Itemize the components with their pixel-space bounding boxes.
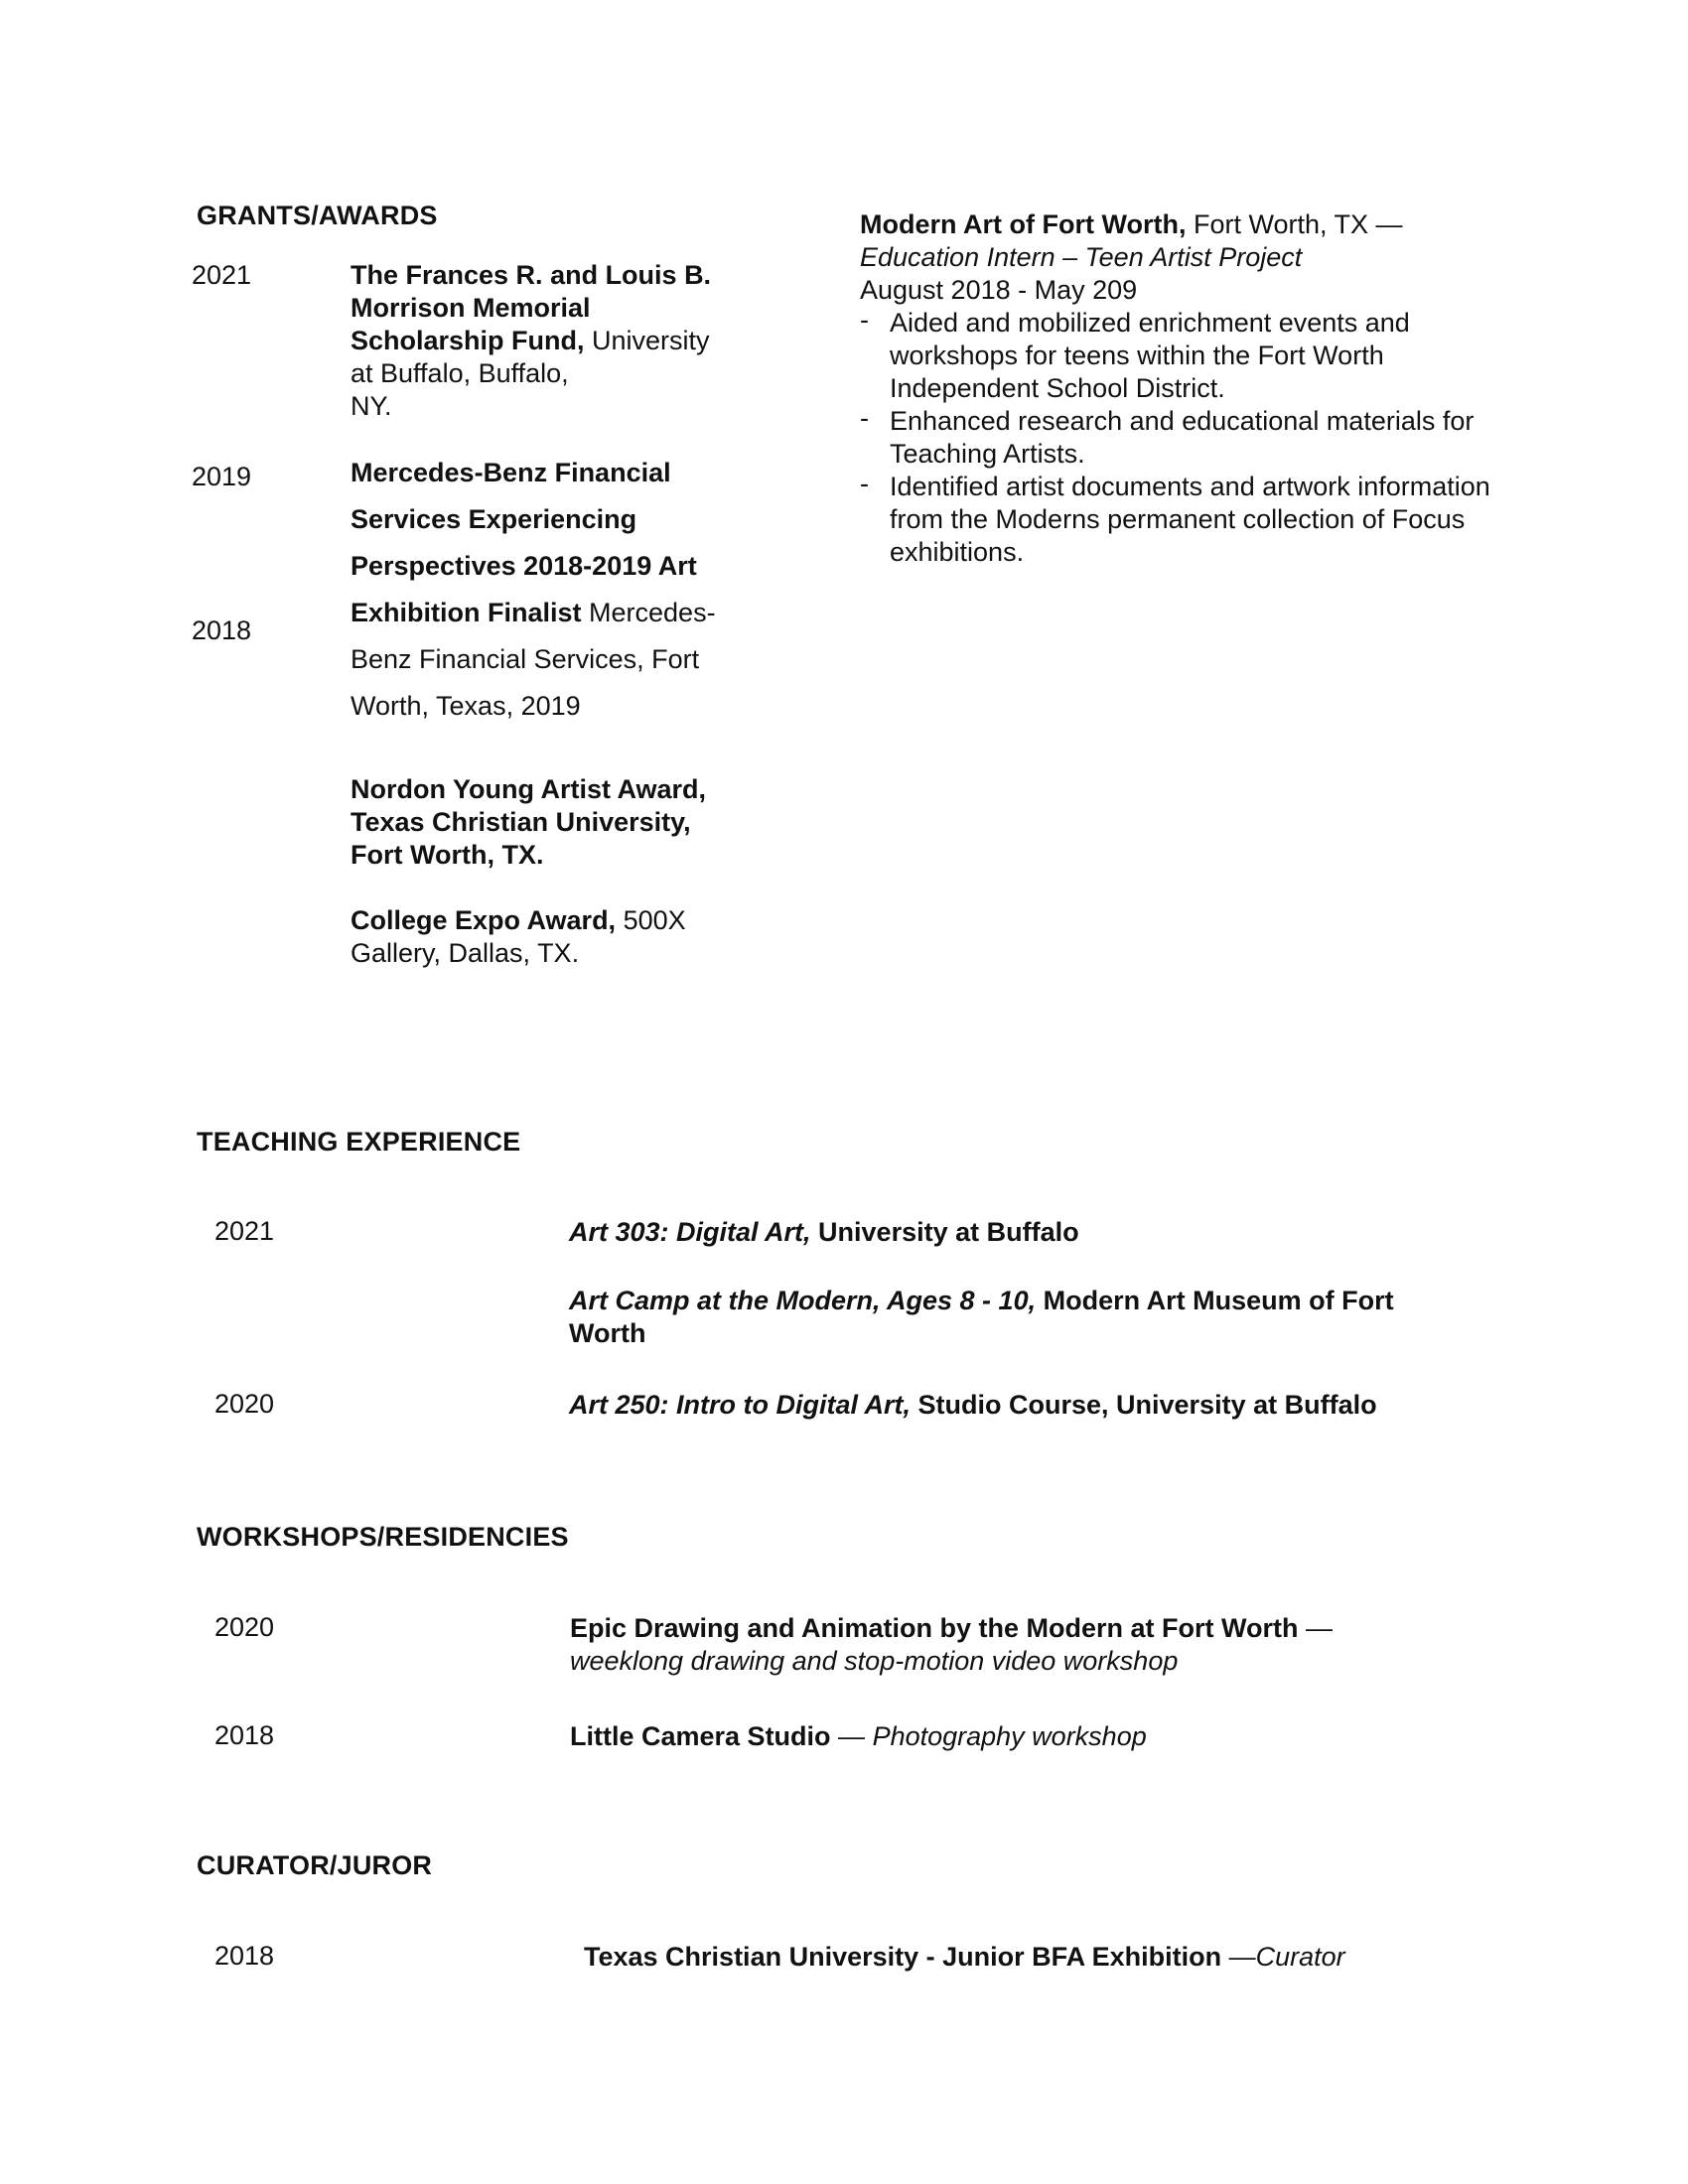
- dash: -: [860, 403, 869, 433]
- workshop-item-little-camera: [570, 1720, 1464, 1753]
- award-frances-morrison: [351, 259, 738, 423]
- list-item: [860, 471, 1505, 569]
- curator-item-tcu: [584, 1941, 1477, 1974]
- workshop-description: weeklong drawing and stop-motion video workshop: [570, 1646, 1179, 1676]
- workshop-item-epic-drawing: [570, 1612, 1464, 1678]
- teaching-item-art-camp: [569, 1285, 1463, 1350]
- workshops-heading: WORKSHOPS/RESIDENCIES: [197, 1522, 569, 1552]
- award-nordon: [351, 773, 738, 872]
- teaching-year-2020: 2020: [214, 1389, 275, 1419]
- bullet-text: Aided and mobilized enrichment events and workshops for teens within the Fort Worth Independent School District.: [890, 308, 1410, 403]
- em-dash: —: [1221, 1942, 1256, 1972]
- grants-year-2019: 2019: [192, 462, 252, 491]
- curator-heading: CURATOR/JUROR: [197, 1850, 433, 1880]
- workshops-year-2020: 2020: [214, 1612, 275, 1642]
- course-title: Art Camp at the Modern, Ages 8 - 10,: [569, 1286, 1037, 1315]
- award-title: The Frances R. and Louis B. Morrison Memorial Scholarship Fund,: [351, 260, 712, 355]
- award-college-expo: [351, 904, 738, 970]
- modern-experience: [860, 208, 1535, 569]
- modern-location: Fort Worth, TX —: [1186, 209, 1403, 239]
- teaching-item-art-303: [569, 1216, 1463, 1249]
- em-dash: —: [1298, 1613, 1334, 1643]
- award-detail: University at Buffalo, Buffalo,: [351, 326, 710, 388]
- modern-org: Modern Art of Fort Worth,: [860, 209, 1187, 239]
- em-dash: —: [830, 1721, 873, 1751]
- workshops-year-2018: 2018: [214, 1720, 275, 1750]
- grants-year-2021: 2021: [192, 260, 252, 290]
- award-title: Mercedes-Benz Financial Services Experiencing Perspectives 2018-2019 Art Exhibition Finalist: [351, 458, 697, 627]
- workshop-title: Epic Drawing and Animation by the Modern at Fort Worth: [570, 1613, 1299, 1643]
- course-detail: University at Buffalo: [810, 1217, 1079, 1247]
- dash: -: [860, 305, 869, 335]
- modern-dates: August 2018 - May 209: [860, 275, 1138, 305]
- award-title: College Expo Award,: [351, 905, 617, 935]
- modern-org-line: [860, 208, 1535, 241]
- grants-year-2018: 2018: [192, 615, 252, 645]
- award-detail: Mercedes-Benz Financial Services, Fort Worth, Texas, 2019: [351, 598, 716, 721]
- grants-heading: GRANTS/AWARDS: [197, 201, 438, 230]
- workshop-title: Little Camera Studio: [570, 1721, 831, 1751]
- course-title: Art 250: Intro to Digital Art,: [569, 1390, 912, 1420]
- award-detail: 500X Gallery, Dallas, TX.: [351, 905, 686, 968]
- bullet-text: Enhanced research and educational materials for Teaching Artists.: [890, 406, 1475, 469]
- teaching-year-2021: 2021: [214, 1216, 275, 1246]
- course-detail: Modern Art Museum of Fort Worth: [569, 1286, 1394, 1348]
- award-detail-end: NY.: [351, 391, 392, 421]
- course-detail: Studio Course, University at Buffalo: [911, 1390, 1377, 1420]
- award-mercedes-benz: [351, 450, 748, 730]
- list-item: [860, 307, 1505, 405]
- teaching-item-art-250: [569, 1389, 1463, 1422]
- curator-year-2018: 2018: [214, 1941, 275, 1971]
- bullet-text: Identified artist documents and artwork information from the Moderns permanent collection of Focus exhibitions.: [890, 472, 1490, 567]
- course-title: Art 303: Digital Art,: [569, 1217, 811, 1247]
- modern-bullets: [860, 307, 1505, 569]
- curator-title: Texas Christian University - Junior BFA Exhibition: [584, 1942, 1222, 1972]
- workshop-description: Photography workshop: [872, 1721, 1147, 1751]
- list-item: [860, 405, 1505, 471]
- award-title: Nordon Young Artist Award, Texas Christian University, Fort Worth, TX.: [351, 774, 707, 870]
- teaching-heading: TEACHING EXPERIENCE: [197, 1127, 521, 1157]
- dash: -: [860, 469, 869, 498]
- modern-role: Education Intern – Teen Artist Project: [860, 242, 1303, 272]
- curator-role: Curator: [1255, 1942, 1345, 1972]
